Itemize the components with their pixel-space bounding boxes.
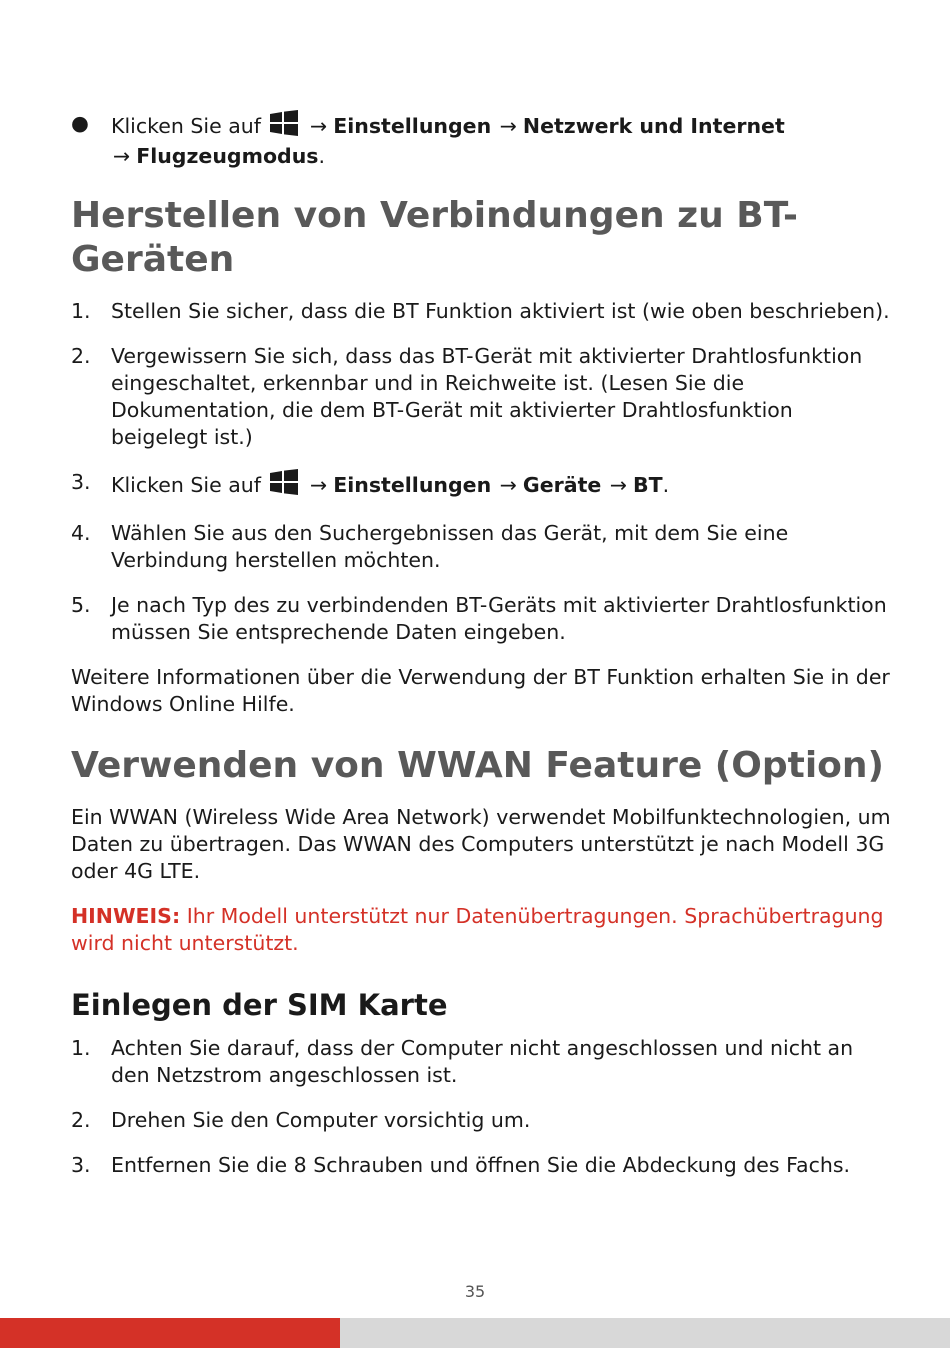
intro-bullet-item: [71, 110, 891, 170]
step-text: Wählen Sie aus den Suchergebnissen das Gerät, mit dem Sie eine Verbindung herstellen möchten.: [111, 521, 789, 572]
bullet-dot: ●: [71, 111, 89, 135]
list-item: [71, 343, 891, 451]
arrow-right-icon: →: [499, 114, 517, 138]
note-paragraph: [71, 903, 891, 957]
footer-bar-grey: [340, 1318, 950, 1348]
windows-start-icon: [270, 110, 298, 143]
note-text: Ihr Modell unterstützt nur Datenübertragungen. Sprachübertragung wird nicht unterstützt.: [71, 904, 884, 955]
period: .: [662, 473, 670, 497]
sim-steps-list: [71, 1035, 891, 1179]
step-text: Stellen Sie sicher, dass die BT Funktion aktiviert ist (wie oben beschrieben).: [111, 299, 890, 323]
arrow-right-icon: →: [499, 473, 517, 497]
step-number: 3.: [71, 470, 91, 494]
list-item: [71, 1152, 891, 1179]
windows-start-icon: [270, 469, 298, 502]
menu-path-devices: Geräte: [522, 473, 602, 497]
list-item: [71, 298, 891, 325]
list-item: [71, 1035, 891, 1089]
step-number: 5.: [71, 593, 91, 617]
heading-sim-card: Einlegen der SIM Karte: [71, 988, 448, 1022]
heading-bt-connection: Herstellen von Verbindungen zu BT-Geräten: [71, 195, 798, 280]
intro-text: Klicken Sie auf: [111, 114, 261, 138]
list-item: [71, 592, 891, 646]
page-number: 35: [464, 1282, 486, 1301]
bt-steps-list: [71, 298, 891, 646]
bt-info-paragraph: Weitere Informationen über die Verwendung der BT Funktion erhalten Sie in der Windows Online Hilfe.: [71, 665, 890, 716]
step-number: 1.: [71, 1036, 91, 1060]
arrow-right-icon: →: [310, 114, 328, 138]
menu-path-network: Netzwerk und Internet: [522, 114, 785, 138]
arrow-right-icon: →: [310, 473, 328, 497]
step-number: 2.: [71, 1108, 91, 1132]
step-text: Achten Sie darauf, dass der Computer nicht angeschlossen und nicht an den Netzstrom angeschlossen ist.: [111, 1036, 854, 1087]
step-number: 3.: [71, 1153, 91, 1177]
list-item: [71, 469, 891, 502]
list-item: [71, 520, 891, 574]
step-text: Vergewissern Sie sich, dass das BT-Gerät mit aktivierter Drahtlosfunktion eingeschaltet, erkennbar und in Reichweite ist. (Lesen Sie die Dokumentation, die dem BT-Gerät mit aktivierter Drahtlosfunktion beigelegt ist.): [111, 344, 863, 449]
note-label: HINWEIS:: [71, 904, 181, 928]
heading-wwan: Verwenden von WWAN Feature (Option): [71, 745, 884, 786]
step-text: Entfernen Sie die 8 Schrauben und öffnen Sie die Abdeckung des Fachs.: [111, 1153, 851, 1177]
step-text: Drehen Sie den Computer vorsichtig um.: [111, 1108, 531, 1132]
step-number: 4.: [71, 521, 91, 545]
arrow-right-icon: →: [609, 473, 628, 497]
step-text: Klicken Sie auf: [111, 473, 261, 497]
step-number: 1.: [71, 299, 91, 323]
wwan-intro-paragraph: Ein WWAN (Wireless Wide Area Network) verwendet Mobilfunktechnologien, um Daten zu übertragen. Das WWAN des Computers unterstützt je nach Modell 3G oder 4G LTE.: [71, 805, 891, 883]
document-page: [71, 110, 891, 1197]
list-item: [71, 1107, 891, 1134]
menu-path-settings: Einstellungen: [333, 114, 492, 138]
step-number: 2.: [71, 344, 91, 368]
step-text: Je nach Typ des zu verbindenden BT-Geräts mit aktivierter Drahtlosfunktion müssen Sie entsprechende Daten eingeben.: [111, 593, 887, 644]
period: .: [318, 144, 326, 168]
menu-path-bt: BT: [633, 473, 663, 497]
arrow-right-icon: →: [113, 144, 131, 168]
menu-path-settings: Einstellungen: [333, 473, 492, 497]
menu-path-flight-mode: Flugzeugmodus: [136, 144, 319, 168]
footer-bar-red: [0, 1318, 340, 1348]
